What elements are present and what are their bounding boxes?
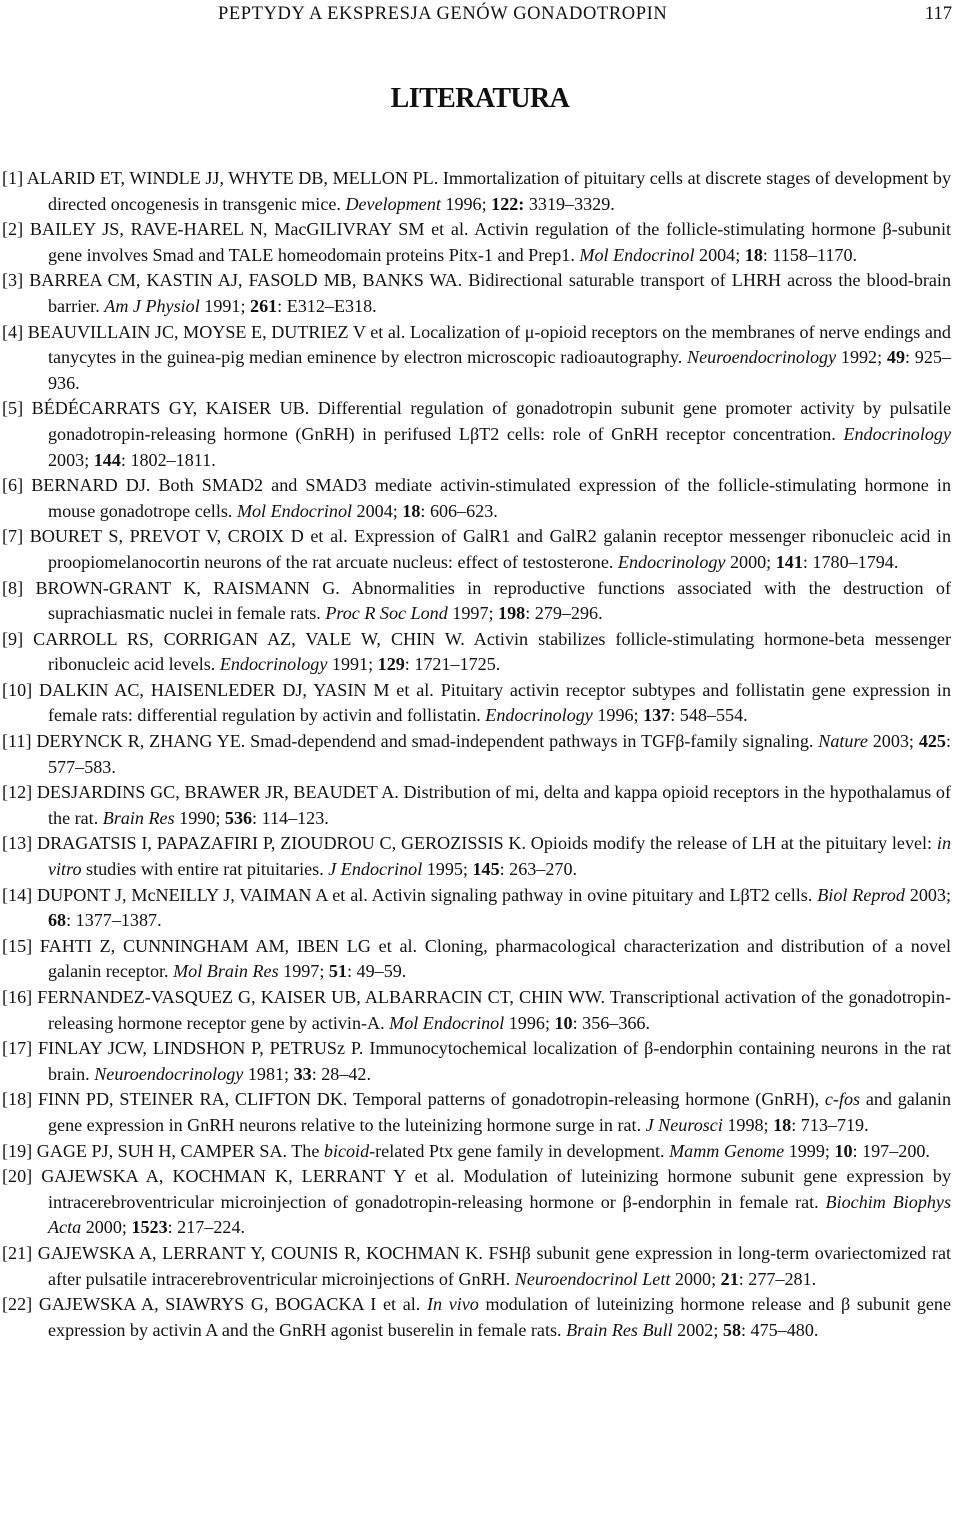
reference-item [2,320,951,397]
reference-text: 1997; [278,961,329,982]
reference-item [2,1036,951,1087]
reference-text: : 606–623. [420,500,498,521]
reference-text: : 28–42. [311,1063,371,1084]
reference-italic: c-fos [824,1089,861,1110]
reference-number: [18] [2,1089,33,1110]
reference-item [2,473,951,524]
reference-text: DALKIN AC, HAISENLEDER DJ, YASIN M et al. Pituitary activin receptor subtypes and follistatin gene expression in female rats: differential regulation by activin and follistatin. [39,679,951,726]
page-number: 117 [924,4,952,24]
reference-number: [9] [2,628,24,649]
reference-text: 1999; [784,1140,835,1161]
reference-number: [7] [2,526,24,547]
reference-item [2,1087,951,1138]
reference-volume: 1523 [131,1217,168,1238]
reference-italic: Development [345,193,441,214]
reference-number: [1] [2,168,24,188]
running-header [0,4,960,28]
reference-text: 2003; [904,884,951,905]
reference-item [2,166,951,217]
reference-text: 1996; [440,193,492,214]
reference-number: [22] [2,1294,33,1315]
reference-volume: 68 [48,910,67,931]
reference-text: and galanin gene expression in GnRH neurons relative to the luteinizing hormone surge in rat. [48,1089,951,1135]
reference-text: : 356–366. [572,1012,650,1033]
reference-number: [12] [2,782,33,803]
reference-text: 2000; [81,1217,132,1238]
reference-item [2,1241,951,1292]
reference-text: studies with entire rat pituitaries. [81,859,329,880]
reference-italic: bicoid [323,1140,370,1161]
reference-volume: 145 [472,859,500,880]
reference-text: 1981; [243,1063,294,1084]
reference-volume: 536 [224,807,253,828]
reference-number: [10] [2,679,33,700]
reference-item [2,1139,951,1165]
reference-italic: Neuroendocrinol Lett [514,1268,671,1289]
reference-text: 1997; [447,603,499,624]
reference-number: [5] [2,398,24,419]
reference-text: : 1377–1387. [66,910,162,931]
reference-text: DESJARDINS GC, BRAWER JR, BEAUDET A. Distribution of mi, delta and kappa opioid receptors in the hypothalamus of the rat. [36,782,951,828]
reference-volume: 425 [918,731,946,752]
reference-text: 1991; [327,654,378,675]
reference-text: : 1802–1811. [120,449,216,470]
reference-text: 1996; [504,1012,555,1033]
reference-italic: Brain Res Bull [566,1319,673,1340]
reference-item [2,934,951,985]
section-title: LITERATURA [390,83,570,114]
reference-text: : 1721–1725. [404,654,501,675]
reference-text: GAJEWSKA A, KOCHMAN K, LERRANT Y et al. Modulation of luteinizing hormone subunit gene expression by intracerebroventricular microinjection of gonadotropin-releasing hormone or β-endorphin in female rat. [41,1166,951,1212]
running-title: PEPTYDY A EKSPRESJA GENÓW GONADOTROPIN [218,4,668,24]
reference-italic: Mamm Genome [669,1140,785,1161]
reference-text: 2003; [867,731,919,752]
reference-italic: Am J Physiol [104,295,200,316]
reference-item [2,268,951,319]
reference-volume: 261 [250,295,278,316]
reference-item [2,627,951,678]
reference-italic: Endocrinology [485,705,593,726]
reference-item [2,524,951,575]
reference-text: : 1780–1794. [802,551,899,572]
reference-text: : 277–281. [738,1268,817,1289]
reference-item [2,576,951,627]
reference-item [2,217,951,268]
reference-text: : 1158–1170. [762,244,858,265]
reference-volume: 18 [773,1114,792,1135]
reference-italic: In vivo [426,1294,479,1315]
reference-text: : 197–200. [852,1140,930,1161]
reference-text: 1991; [199,295,251,316]
reference-text: GAJEWSKA A, LERRANT Y, COUNIS R, KOCHMAN K. FSHβ subunit gene expression in long-term ovariectomized rat after pulsatile intracerebroventricular microinjections of GnRH. [37,1242,951,1289]
reference-italic: Brain Res [102,807,175,828]
reference-number: [20] [2,1166,33,1187]
reference-volume: 33 [293,1063,312,1084]
reference-volume: 18 [402,500,421,521]
reference-text: : 577–583. [48,731,951,777]
reference-item [2,1164,951,1241]
reference-text: GAGE PJ, SUH H, CAMPER SA. The [36,1140,324,1161]
reference-text: CARROLL RS, CORRIGAN AZ, VALE W, CHIN W. Activin stabilizes follicle-stimulating hormone-beta messenger ribonucleic acid levels. [33,628,951,675]
reference-volume: 10 [554,1012,573,1033]
reference-text: : 217–224. [167,1217,246,1238]
reference-volume: 137 [643,705,671,726]
reference-number: [15] [2,935,33,956]
reference-text: 2000; [725,551,776,572]
reference-volume: 141 [775,551,803,572]
reference-text: 2004; [694,244,745,265]
reference-item [2,729,951,780]
reference-volume: 21 [720,1268,739,1289]
reference-number: [19] [2,1140,33,1161]
reference-item [2,396,951,473]
reference-text: 1992; [836,347,887,368]
reference-number: [8] [2,577,24,598]
reference-text: modulation of luteinizing hormone release and β subunit gene expression by activin A and the GnRH agonist buserelin in female rats. [48,1294,951,1340]
reference-text: : 713–719. [791,1114,869,1135]
reference-number: [14] [2,884,33,905]
reference-text: DRAGATSIS I, PAPAZAFIRI P, ZIOUDROU C, GEROZISSIS K. Opioids modify the release of LH at the pituitary level: [37,833,937,854]
reference-text: : 263–270. [499,859,578,880]
reference-text: 3319–3329. [524,193,615,214]
reference-text: : 49–59. [347,961,407,982]
reference-italic: Mol Endocrinol [236,500,353,521]
reference-item [2,1292,951,1343]
reference-text: FINLAY JCW, LINDSHON P, PETRUSz P. Immunocytochemical localization of β-endorphin containing neurons in the rat brain. [38,1038,952,1084]
reference-text: : E312–E318. [277,295,377,316]
reference-italic: Endocrinology [843,423,951,444]
reference-text: DERYNCK R, ZHANG YE. Smad-dependend and smad-independent pathways in TGFβ-family signaling. [36,731,819,752]
reference-text: FERNANDEZ-VASQUEZ G, KAISER UB, ALBARRACIN CT, CHIN WW. Transcriptional activation of the gonadotropin-releasing hormone receptor gene by activin-A. [37,987,951,1033]
reference-italic: in vitro [48,833,951,880]
reference-text: BÉDÉCARRATS GY, KAISER UB. Differential regulation of gonadotropin subunit gene promoter activity by pulsatile gonadotropin-releasing hormone (GnRH) in perifused LβT2 cells: role of GnRH receptor concentration. [31,398,952,444]
reference-text: 1995; [422,859,473,880]
reference-volume: 58 [722,1319,741,1340]
reference-item [2,883,951,934]
reference-text: GAJEWSKA A, SIAWRYS G, BOGACKA I et al. [38,1294,427,1315]
reference-number: [16] [2,987,33,1007]
reference-volume: 198 [498,603,526,624]
reference-volume: 18 [744,244,763,265]
reference-italic: Mol Endocrinol [389,1012,505,1033]
reference-item [2,831,951,882]
reference-text: BERNARD DJ. Both SMAD2 and SMAD3 mediate activin-stimulated expression of the follicle-stimulating hormone in mouse gonadotrope cells. [31,475,951,521]
reference-number: [21] [2,1242,33,1263]
reference-text: : 475–480. [740,1319,819,1340]
reference-number: [13] [2,833,33,854]
reference-item [2,985,951,1036]
reference-italic: Neuroendocrinology [94,1063,244,1084]
reference-text: 2002; [672,1319,723,1340]
reference-text: 1996; [592,705,644,726]
reference-volume: 51 [328,961,347,982]
reference-text: BARREA CM, KASTIN AJ, FASOLD MB, BANKS WA. Bidirectional saturable transport of LHRH across the blood-brain barrier. [29,270,951,316]
reference-text: BEAUVILLAIN JC, MOYSE E, DUTRIEZ V et al. Localization of μ-opioid receptors on the membranes of nerve endings and tanycytes in the guinea-pig median eminence by electron microscopic radioautography. [27,321,951,368]
reference-italic: Neuroendocrinology [687,347,837,368]
reference-italic: Mol Endocrinol [579,244,695,265]
reference-text: 2004; [352,500,403,521]
reference-text: BROWN-GRANT K, RAISMANN G. Abnormalities in reproductive functions associated with the destruction of suprachiasmatic nuclei in female rats. [35,577,951,624]
reference-number: [11] [2,731,32,752]
reference-item [2,678,951,729]
reference-italic: J Neurosci [645,1114,723,1135]
reference-text: DUPONT J, McNEILLY J, VAIMAN A et al. Activin signaling pathway in ovine pituitary and LβT2 cells. [37,884,818,905]
reference-volume: 129 [377,654,405,675]
reference-italic: Biol Reprod [817,884,905,905]
reference-italic: Endocrinology [617,551,726,572]
reference-text: : 925–936. [48,347,951,393]
reference-italic: Proc R Soc Lond [325,603,448,624]
reference-text: 2000; [670,1268,721,1289]
reference-italic: Mol Brain Res [173,961,279,982]
reference-italic: Nature [818,731,868,752]
reference-text: 1990; [174,807,225,828]
reference-number: [17] [2,1038,33,1059]
reference-text: : 114–123. [252,807,329,828]
reference-volume: 10 [834,1140,853,1161]
reference-text: BAILEY JS, RAVE-HAREL N, MacGILIVRAY SM et al. Activin regulation of the follicle-stimulating hormone β-subunit gene involves Smad and TALE homeodomain proteins Pitx-1 and Prep1. [29,219,951,265]
reference-list [2,166,951,1343]
reference-number: [4] [2,321,24,342]
reference-volume: 49 [886,347,905,368]
reference-text: 1998; [722,1114,774,1135]
reference-text: : 279–296. [525,603,603,624]
reference-item [2,780,951,831]
reference-volume: 144 [93,449,121,470]
reference-volume: 122: [491,193,525,214]
reference-number: [2] [2,219,24,240]
reference-text: FINN PD, STEINER RA, CLIFTON DK. Temporal patterns of gonadotropin-releasing hormone (GnRH), [37,1089,825,1110]
reference-italic: Biochim Biophys Acta [48,1191,951,1238]
reference-number: [6] [2,475,24,496]
reference-number: [3] [2,270,24,291]
reference-text: ALARID ET, WINDLE JJ, WHYTE DB, MELLON PL. Immortalization of pituitary cells at discrete stages of development by directed oncogenesis in transgenic mice. [26,168,951,214]
reference-text: BOURET S, PREVOT V, CROIX D et al. Expression of GalR1 and GalR2 galanin receptor messenger ribonucleic acid in proopiomelanocortin neurons of the rat arcuate nucleus: effect of testosterone. [29,526,951,572]
reference-text: 2003; [48,449,94,470]
reference-text: : 548–554. [670,705,748,726]
reference-italic: J Endocrinol [328,859,423,880]
reference-text: FAHTI Z, CUNNINGHAM AM, IBEN LG et al. Cloning, pharmacological characterization and distribution of a novel galanin receptor. [39,935,951,982]
reference-text: -related Ptx gene family in development. [369,1140,670,1161]
reference-italic: Endocrinology [219,654,328,675]
